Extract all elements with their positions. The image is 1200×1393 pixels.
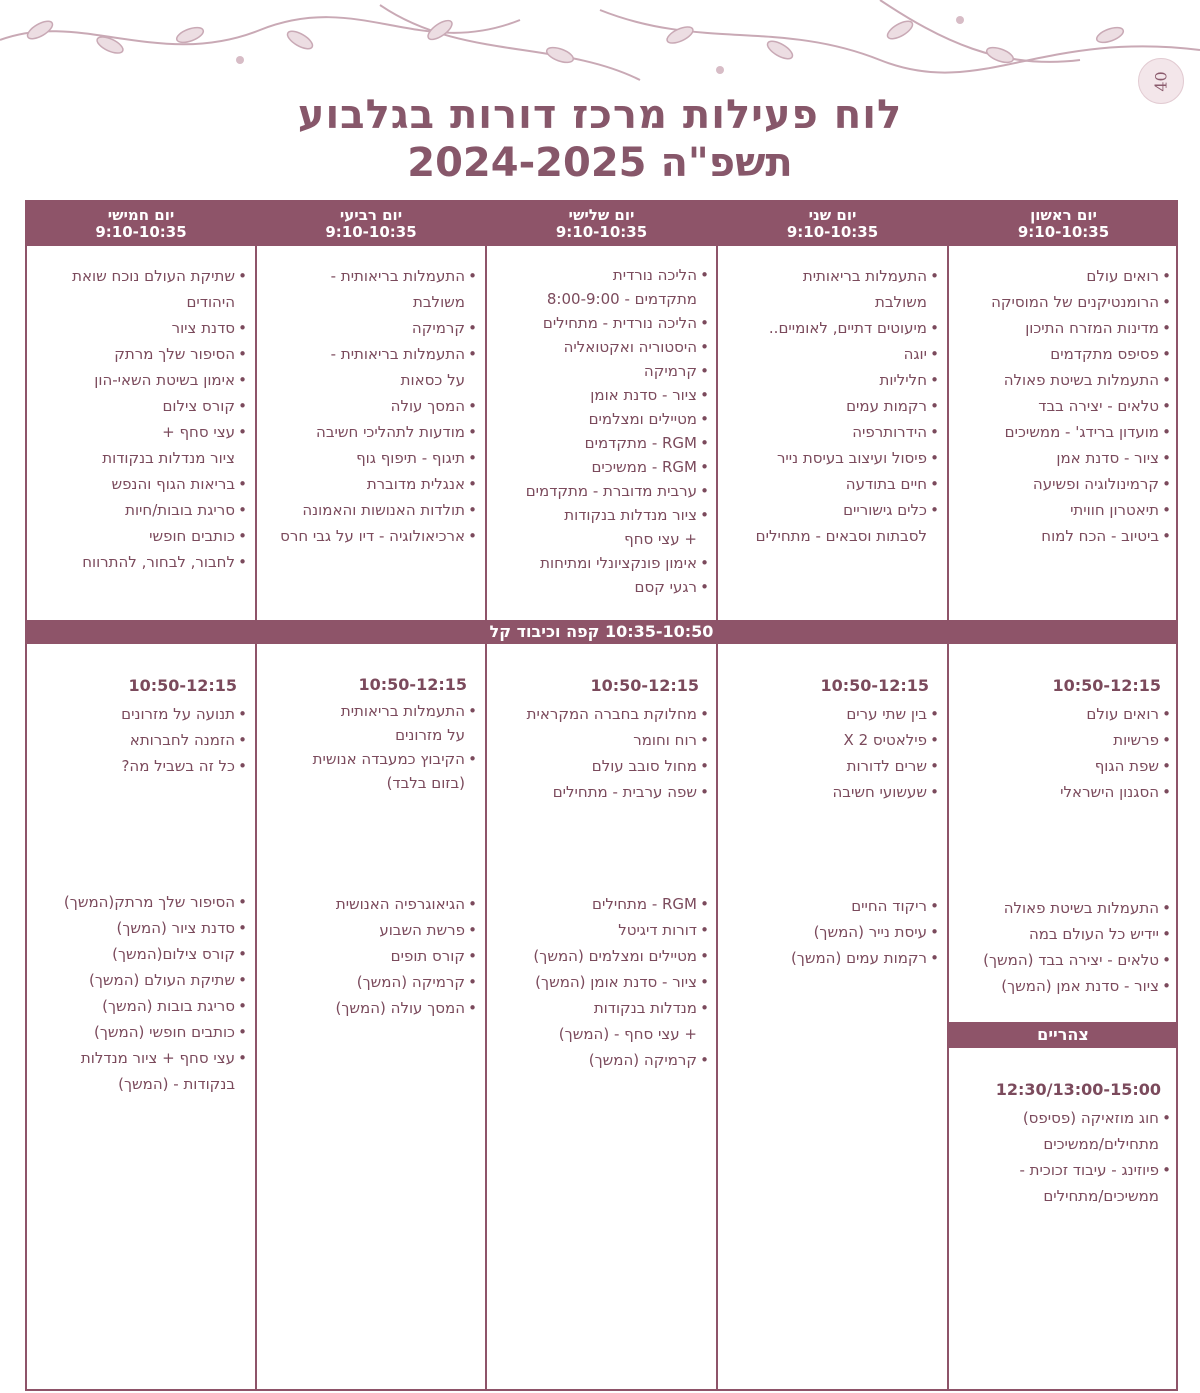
activity-item: • קרמיקה (המשך) (265, 972, 477, 992)
activity-item-cont: + עצי סחף (624, 530, 697, 548)
lunch-header: צהריים (948, 1022, 1178, 1048)
late-wednesday (265, 676, 477, 798)
activity-item: • פיוזינג - עיבוד זכוכית - (959, 1160, 1171, 1180)
activity-item: • שפת הגוף (959, 756, 1171, 776)
activity-item: • רקמות עמים (המשך) (727, 948, 939, 968)
day-header-monday (718, 202, 947, 246)
activity-item: • סדנת ציור (המשך) (35, 918, 247, 938)
activity-item: • היסטוריה ואקטואליה (497, 338, 709, 356)
activity-item-cont: (בזום בלבד) (386, 774, 465, 792)
late2-sunday (959, 898, 1171, 1002)
activity-item: • אנגלית מדוברת (265, 474, 477, 494)
page-title: לוח פעילות מרכז דורות בגלבוע (297, 92, 903, 138)
activity-item-cont: בנקודות - (המשך) (118, 1075, 235, 1093)
day-time: 9:10-10:35 (1017, 223, 1110, 241)
activity-item: • RGM - מתחילים (497, 894, 709, 914)
activity-item: • מחול סובב עולם (497, 756, 709, 776)
morning-thursday (35, 266, 247, 578)
late2-tuesday (497, 894, 709, 1076)
activity-item: • תיגוף - תיפוף גוף (265, 448, 477, 468)
activity-item: • המסך עולה (265, 396, 477, 416)
activity-item: • שתיקת העולם נוכח שואת (35, 266, 247, 286)
late2-monday (727, 896, 939, 974)
activity-item: • הסיפור שלך מרתק(המשך) (35, 892, 247, 912)
activity-item-cont: על כסאות (400, 371, 465, 389)
activity-item: • הליכה נורדית (497, 266, 709, 284)
activity-item: • עצי סחף + ציור מנדלות (35, 1048, 247, 1068)
activity-item: • מדינות המזרח התיכון (959, 318, 1171, 338)
column-divider (716, 202, 718, 1389)
activity-item: • מודעות לתהליכי חשיבה (265, 422, 477, 442)
late2-wednesday (265, 894, 477, 1024)
activity-item: • התעמלות בריאותית (265, 702, 477, 720)
activity-item: • מועדון ברידג' - ממשיכים (959, 422, 1171, 442)
day-header-tuesday (487, 202, 716, 246)
slot-time: 10:50-12:15 (1052, 676, 1161, 695)
activity-item: • פסיפס מתקדמים (959, 344, 1171, 364)
activity-item: • קורס תופים (265, 946, 477, 966)
activity-item: • שרים לדורות (727, 756, 939, 776)
activity-item: • אימון פונקציונלי ומתיחות (497, 554, 709, 572)
activity-item: • קרמיקה (497, 362, 709, 380)
activity-item: • ציור - סדנת אומן (497, 386, 709, 404)
activity-item: • חליליות (727, 370, 939, 390)
activity-item: • בין שתי ערים (727, 704, 939, 724)
activity-item-cont: משולבת (875, 293, 927, 311)
late-tuesday (497, 676, 709, 808)
slot-time: 12:30/13:00-15:00 (995, 1080, 1161, 1099)
morning-wednesday (265, 266, 477, 552)
day-name: יום שלישי (568, 206, 635, 224)
day-name: יום רביעי (339, 206, 403, 224)
activity-item: • שפה ערבית - מתחילים (497, 782, 709, 802)
slot-time: 10:50-12:15 (820, 676, 929, 695)
activity-item: • רגעי קסם (497, 578, 709, 596)
activity-item: • ארכיאולוגיה - דיו על גבי חרס (265, 526, 477, 546)
activity-item: • רואים עולם (959, 266, 1171, 286)
activity-item: • הידרותרפיה (727, 422, 939, 442)
activity-item: • הקיבוץ כמעבדה אנושית (265, 750, 477, 768)
day-name: יום חמישי (107, 206, 175, 224)
activity-item: • ביטיוב - הכח למוח (959, 526, 1171, 546)
activity-item: • כלים גישוריים (727, 500, 939, 520)
activity-item: • ערבית מדוברת - מתקדמים (497, 482, 709, 500)
activity-item: • תנועה על מזרונים (35, 704, 247, 724)
day-time: 9:10-10:35 (325, 223, 417, 241)
late2-thursday (35, 892, 247, 1100)
activity-item: • מטיילים ומצלמים (המשך) (497, 946, 709, 966)
late-monday (727, 676, 939, 808)
day-header-thursday (27, 202, 255, 246)
activity-item: • שעשועי חשיבה (727, 782, 939, 802)
activity-item: • קרמיקה (המשך) (497, 1050, 709, 1070)
activity-item: • הרומנטיקנים של המוסיקה (959, 292, 1171, 312)
page-subtitle: תשפ"ה 2024-2025 (407, 140, 793, 186)
activity-item: • הליכה נורדית - מתחילים (497, 314, 709, 332)
activity-item: • ציור - סדנת אומן (המשך) (497, 972, 709, 992)
activity-item: • ריקוד החיים (727, 896, 939, 916)
activity-item: • פילאטיס X 2 (727, 730, 939, 750)
activity-item: • חוג מוזאיקה (פסיפס) (959, 1108, 1171, 1128)
activity-item: • התעמלות בריאותית - (265, 266, 477, 286)
activity-item-cont: + עצי סחף - (המשך) (558, 1025, 697, 1043)
activity-item: • ציור - סדנת אמן (המשך) (959, 976, 1171, 996)
activity-item: • תיאטרון חוויתי (959, 500, 1171, 520)
activity-item: • רוח וחומר (497, 730, 709, 750)
activity-item-cont: מתחילים/ממשיכים (1043, 1135, 1159, 1153)
activity-item: • קרמינולוגיה ופשיעה (959, 474, 1171, 494)
activity-item-cont: לסבתות וסבאים - מתחילים (755, 527, 927, 545)
activity-item: • מיעוטים דתיים, לאומיים.. (727, 318, 939, 338)
activity-item: • ציור מנדלות בנקודות (497, 506, 709, 524)
column-divider (485, 202, 487, 1389)
late-thursday (35, 676, 247, 782)
activity-item: • דורות דיגיטל (497, 920, 709, 940)
activity-item-cont: מתקדמים - 8:00-9:00 (546, 290, 697, 308)
activity-item: • הזמנה לחברותא (35, 730, 247, 750)
activity-item: • קרמיקה (265, 318, 477, 338)
activity-item: • סריגת בובות/חיות (35, 500, 247, 520)
activity-item: • טלאים - יצירה בבד (959, 396, 1171, 416)
activity-item: • התעמלות בריאותית - (265, 344, 477, 364)
slot-time: 10:50-12:15 (128, 676, 237, 695)
activity-item: • יוגה (727, 344, 939, 364)
activity-item: • כל זה בשביל מה? (35, 756, 247, 776)
day-time: 9:10-10:35 (786, 223, 879, 241)
activity-item: • כותבים חופשי (35, 526, 247, 546)
day-name: יום ראשון (1030, 206, 1097, 224)
activity-item: • עצי סחף + (35, 422, 247, 442)
lunch-sunday (959, 1080, 1171, 1212)
activity-item: • פרשיות (959, 730, 1171, 750)
activity-item: • התעמלות בשיטת פאולה (959, 370, 1171, 390)
activity-item: • סדנת ציור (35, 318, 247, 338)
activity-item: • פיסול ועיצוב בעיסת נייר (727, 448, 939, 468)
schedule-table (25, 200, 1178, 1391)
activity-item: • הגיאוגרפיה האנושית (265, 894, 477, 914)
day-header-wednesday (257, 202, 485, 246)
column-divider (947, 202, 949, 1389)
activity-item-cont: ממשיכים/מתחילים (1043, 1187, 1159, 1205)
floral-decoration (0, 0, 1200, 95)
activity-item: • מחלוקת בחברה המקראית (497, 704, 709, 724)
activity-item: • קורס צילום(המשך) (35, 944, 247, 964)
activity-item: • התעמלות בשיטת פאולה (959, 898, 1171, 918)
column-divider (255, 202, 257, 1389)
activity-item: • לחבור, לבחור, להתרווח (35, 552, 247, 572)
activity-item: • יידיש כל העולם במה (959, 924, 1171, 944)
activity-item: • פרשת השבוע (265, 920, 477, 940)
activity-item: • קורס צילום (35, 396, 247, 416)
activity-item: • הסגנון הישראלי (959, 782, 1171, 802)
activity-item: • RGM - ממשיכים (497, 458, 709, 476)
day-name: יום שני (808, 206, 857, 224)
day-time: 9:10-10:35 (95, 223, 187, 241)
activity-item-cont: ציור מנדלות בנקודות (102, 449, 235, 467)
day-header-sunday (949, 202, 1178, 246)
activity-item: • המסך עולה (המשך) (265, 998, 477, 1018)
activity-item: • רקמות עמים (727, 396, 939, 416)
break-banner: 10:35-10:50 קפה וכיבוד קל (27, 620, 1176, 644)
activity-item: • אימון בשיטת השאי-הון (35, 370, 247, 390)
page-number: 40 (1138, 58, 1184, 104)
activity-item: • רואים עולם (959, 704, 1171, 724)
activity-item-cont: היהודים (186, 293, 235, 311)
late-sunday (959, 676, 1171, 808)
activity-item: • עיסת נייר (המשך) (727, 922, 939, 942)
activity-item: • כותבים חופשי (המשך) (35, 1022, 247, 1042)
activity-item: • חיים בתודעה (727, 474, 939, 494)
activity-item: • מנדלות בנקודות (497, 998, 709, 1018)
activity-item: • מטיילים ומצלמים (497, 410, 709, 428)
activity-item: • ציור - סדנת אמן (959, 448, 1171, 468)
activity-item: • תולדות האנושות והאמונה (265, 500, 477, 520)
activity-item: • RGM - מתקדמים (497, 434, 709, 452)
activity-item: • בריאות הגוף והנפש (35, 474, 247, 494)
activity-item: • התעמלות בריאותית (727, 266, 939, 286)
slot-time: 10:50-12:15 (358, 675, 467, 694)
activity-item-cont: על מזרונים (395, 726, 465, 744)
activity-item: • שתיקת העולם (המשך) (35, 970, 247, 990)
activity-item: • הסיפור שלך מרתק (35, 344, 247, 364)
activity-item: • סריגת בובות (המשך) (35, 996, 247, 1016)
slot-time: 10:50-12:15 (590, 676, 699, 695)
day-time: 9:10-10:35 (555, 223, 648, 241)
morning-sunday (959, 266, 1171, 552)
activity-item: • טלאים - יצירה בבד (המשך) (959, 950, 1171, 970)
morning-tuesday (497, 266, 709, 602)
morning-monday (727, 266, 939, 552)
activity-item-cont: משולבת (413, 293, 465, 311)
